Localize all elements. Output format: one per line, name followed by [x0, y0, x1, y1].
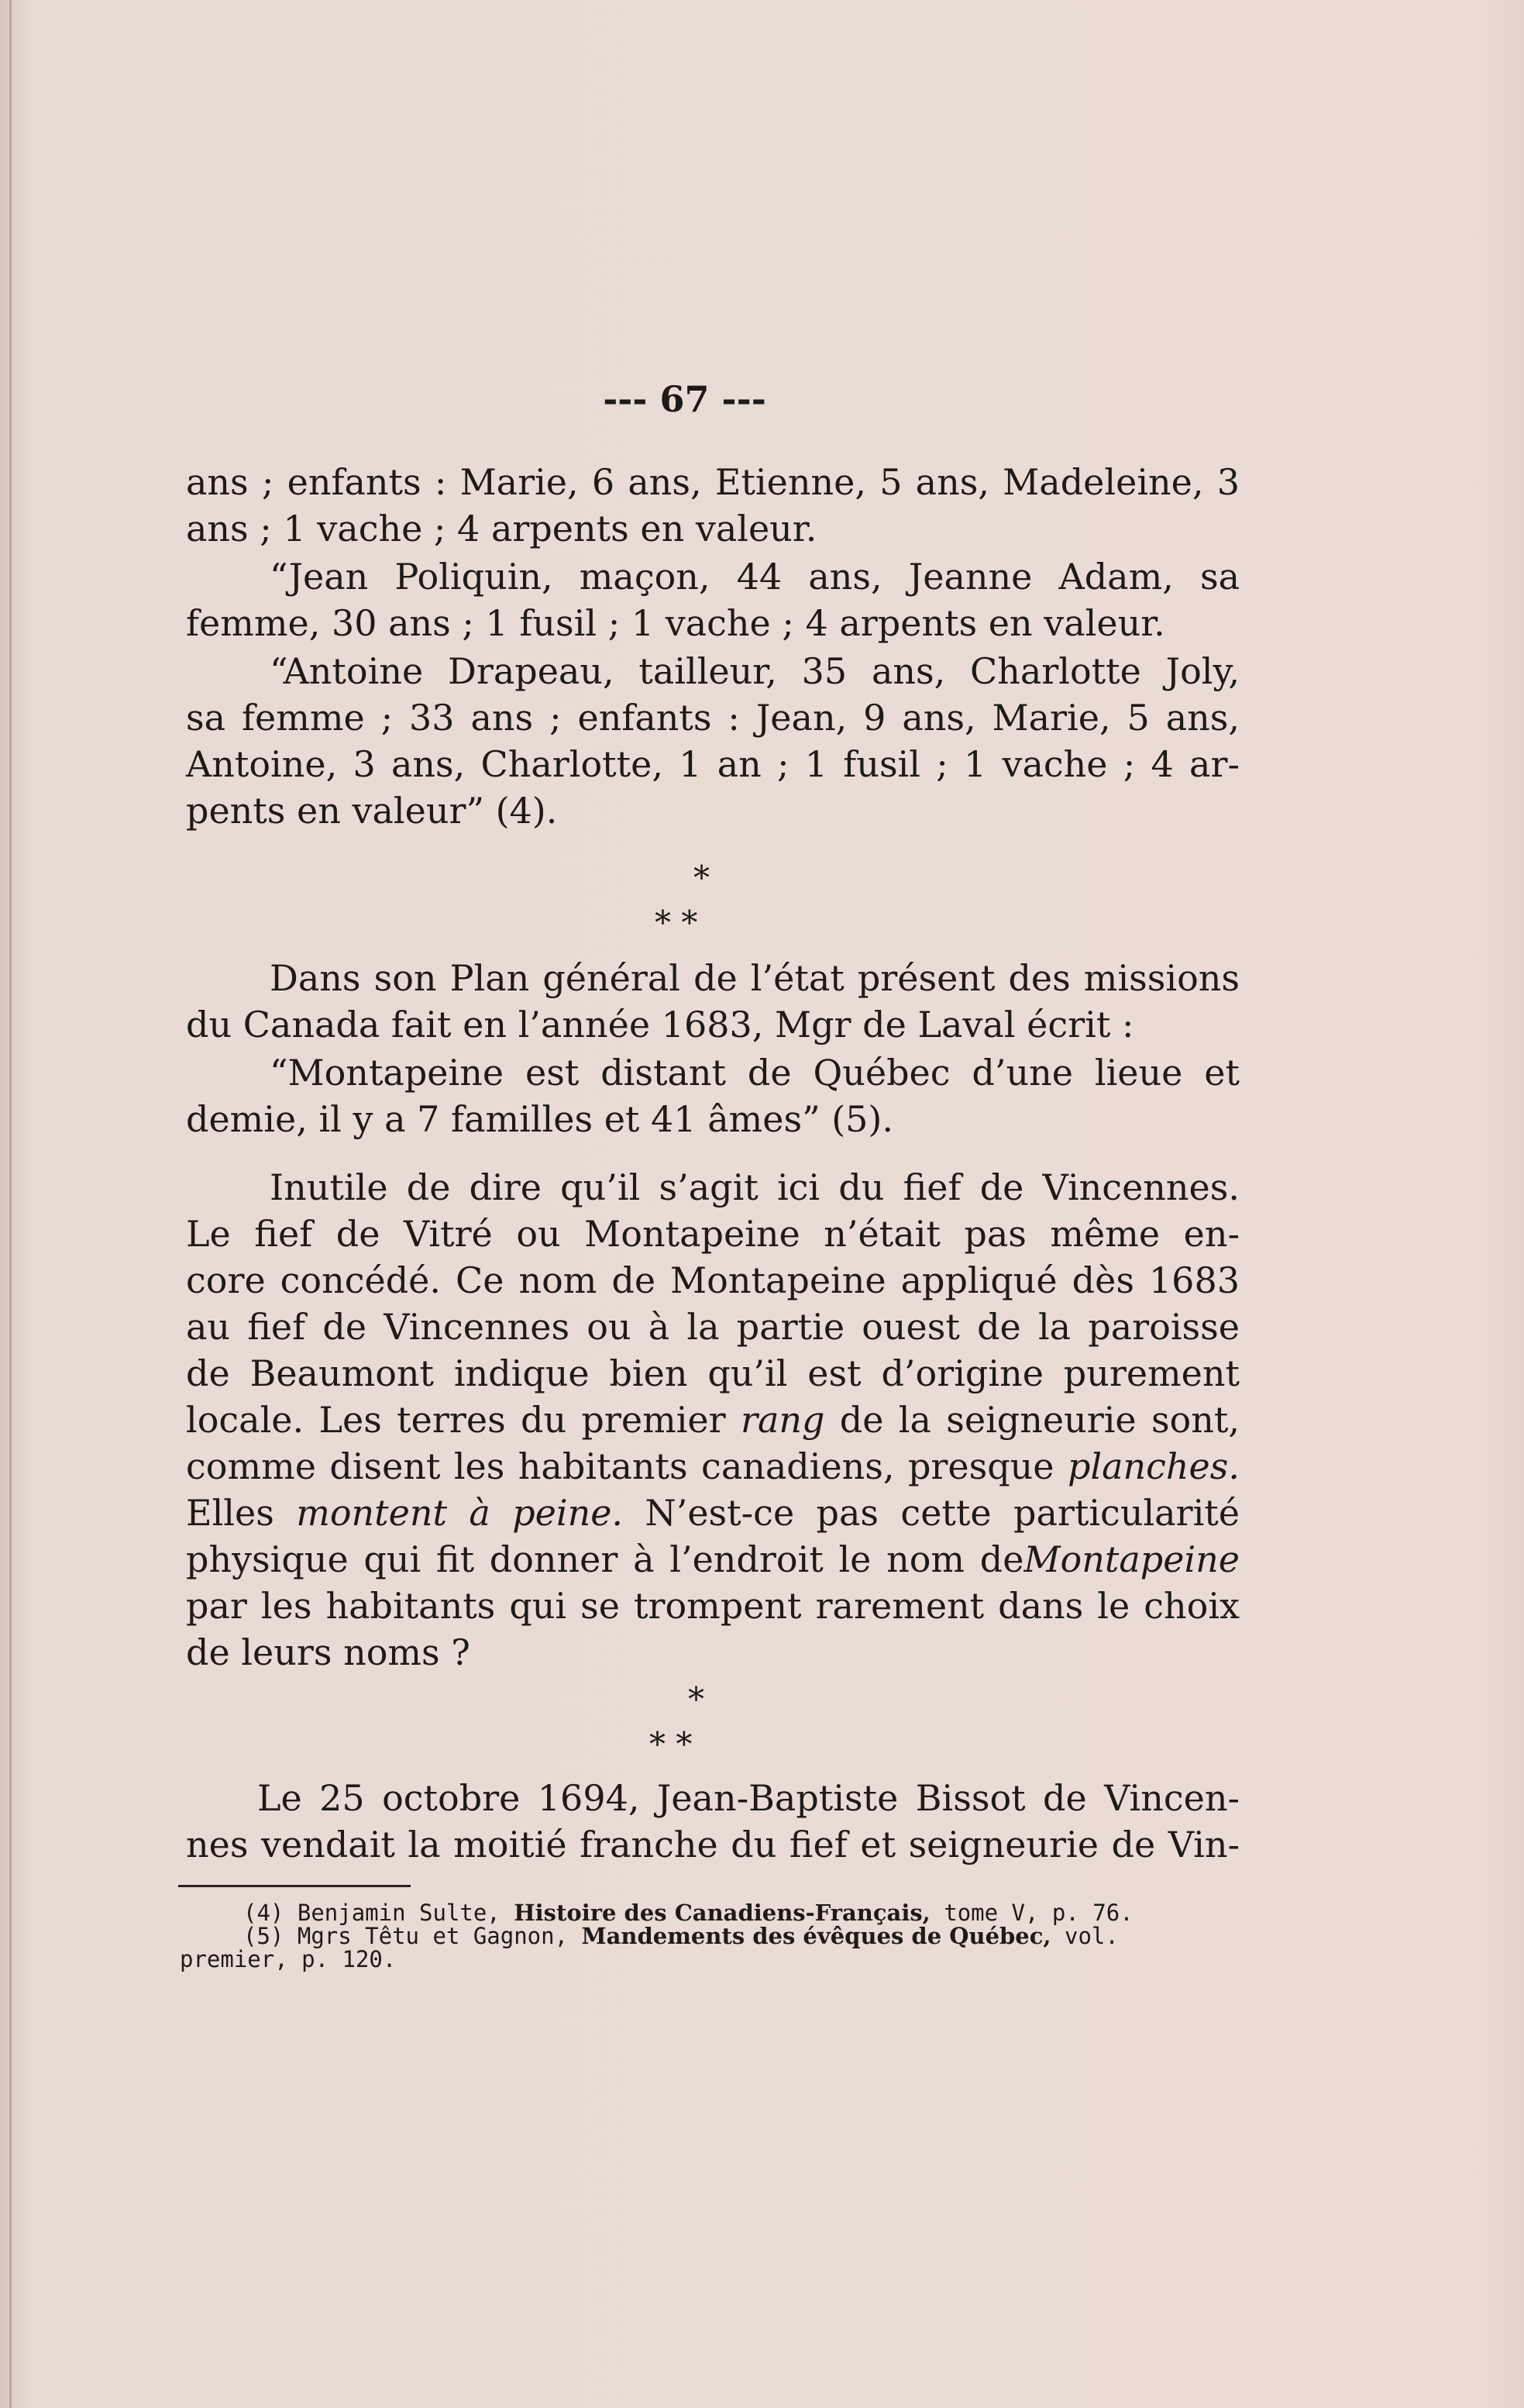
italic-term: planches.	[1067, 1445, 1240, 1487]
footnote-author: Mgrs Têtu et Gagnon,	[297, 1923, 569, 1949]
footnote-ref: tome V, p. 76.	[944, 1900, 1134, 1926]
footnote-4	[243, 1900, 1134, 1925]
section-separator-star: *	[693, 859, 710, 897]
footnote-5	[243, 1924, 1119, 1948]
footnote-author: Benjamin Sulte,	[297, 1900, 501, 1926]
text-line: Le fief de Vitré ou Montapeine n’était pas même en-	[186, 1213, 1240, 1255]
page-edge	[9, 0, 12, 2408]
text-line	[186, 1536, 1240, 1583]
section-separator-star: *	[688, 1680, 704, 1718]
text-line: au fief de Vincennes ou à la partie ouest de la paroisse	[186, 1306, 1240, 1348]
text-line: Le 25 octobre 1694, Jean-Baptiste Bissot de Vincen-	[257, 1777, 1240, 1819]
text-run: physique qui fit donner à l’endroit le nom de	[186, 1538, 1024, 1580]
footnote-title: Mandements des évêques de Québec,	[581, 1923, 1051, 1949]
text-line: du Canada fait en l’année 1683, Mgr de Laval écrit :	[186, 1004, 1134, 1046]
italic-term: Montapeine	[1023, 1538, 1240, 1580]
text-line	[186, 1397, 1240, 1443]
page-number: --- 67 ---	[603, 378, 766, 420]
text-line	[186, 1443, 1240, 1490]
footnote-marker: (4)	[243, 1900, 284, 1926]
section-separator-stars: * *	[655, 904, 698, 942]
text-line: nes vendait la moitié franche du fief et seigneurie de Vin-	[186, 1824, 1240, 1865]
footnote-title: Histoire des Canadiens-Français,	[514, 1900, 931, 1926]
text-run: de la seigneurie sont,	[824, 1399, 1240, 1441]
text-line: de Beaumont indique bien qu’il est d’origine purement	[186, 1352, 1240, 1394]
footnote-5-continuation: premier, p. 120.	[180, 1946, 397, 1972]
text-line	[186, 1490, 1240, 1536]
text-run: Elles	[186, 1492, 297, 1534]
footnote-marker: (5)	[243, 1923, 284, 1949]
text-line: pents en valeur” (4).	[186, 790, 558, 832]
text-line: par les habitants qui se trompent rarement dans le choix	[186, 1585, 1240, 1627]
text-line: sa femme ; 33 ans ; enfants : Jean, 9 ans, Marie, 5 ans,	[186, 697, 1240, 739]
text-line: “Antoine Drapeau, tailleur, 35 ans, Charlotte Joly,	[270, 650, 1240, 692]
text-line: core concédé. Ce nom de Montapeine appliqué dès 1683	[186, 1259, 1240, 1301]
text-run: N’est-ce pas cette particularité	[623, 1492, 1240, 1534]
footnote-rule	[178, 1885, 411, 1887]
text-line: Dans son Plan général de l’état présent des missions	[270, 957, 1240, 999]
footnote-ref: vol.	[1064, 1923, 1119, 1949]
text-run: comme disent les habitants canadiens, presque	[186, 1445, 1068, 1487]
text-line: “Montapeine est distant de Québec d’une lieue et	[270, 1052, 1240, 1094]
section-separator-stars: * *	[649, 1725, 693, 1763]
text-line: de leurs noms ?	[186, 1631, 470, 1673]
text-line: ans ; enfants : Marie, 6 ans, Etienne, 5 ans, Madeleine, 3	[186, 461, 1240, 503]
italic-term: rang	[740, 1399, 825, 1441]
text-line: Inutile de dire qu’il s’agit ici du fief de Vincennes.	[270, 1166, 1240, 1208]
text-line: femme, 30 ans ; 1 fusil ; 1 vache ; 4 arpents en valeur.	[186, 602, 1165, 644]
text-line: Antoine, 3 ans, Charlotte, 1 an ; 1 fusil ; 1 vache ; 4 ar-	[186, 743, 1240, 785]
text-line: ans ; 1 vache ; 4 arpents en valeur.	[186, 508, 817, 549]
text-line: “Jean Poliquin, maçon, 44 ans, Jeanne Adam, sa	[270, 556, 1240, 598]
italic-term: montent à peine.	[296, 1492, 624, 1534]
text-line: demie, il y a 7 familles et 41 âmes” (5).	[186, 1098, 893, 1140]
text-run: locale. Les terres du premier	[186, 1399, 741, 1441]
